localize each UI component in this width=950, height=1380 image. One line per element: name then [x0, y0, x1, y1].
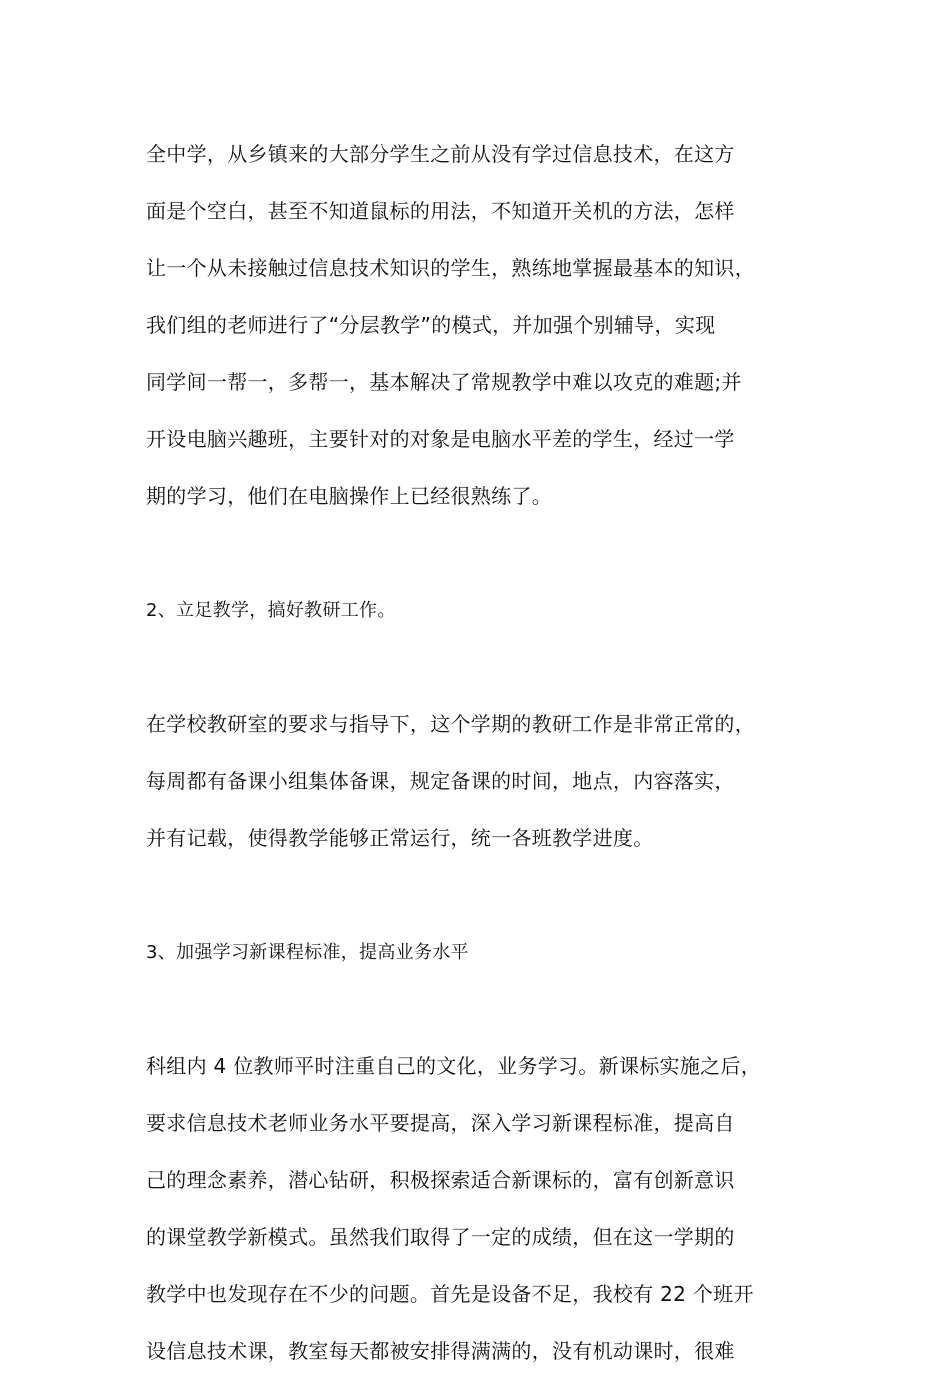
text-line: 科组内 4 位教师平时注重自己的文化，业务学习。新课标实施之后，: [146, 1054, 762, 1078]
text-line: 教学中也发现存在不少的问题。首先是设备不足，我校有 22 个班开: [146, 1282, 754, 1306]
text-line: 每周都有备课小组集体备课，规定备课的时间，地点，内容落实，: [146, 769, 735, 793]
text-line: 开设电脑兴趣班，主要针对的对象是电脑水平差的学生，经过一学: [146, 427, 735, 451]
text-line: 期的学习，他们在电脑操作上已经很熟练了。: [146, 484, 552, 508]
spacer: [146, 981, 826, 1038]
text-line: 在学校教研室的要求与指导下，这个学期的教研工作是非常正常的，: [146, 712, 755, 736]
section-heading-3: 3、加强学习新课程标准，提高业务水平: [146, 942, 469, 963]
section-heading-2: 2、立足教学，搞好教研工作。: [146, 600, 396, 621]
paragraph-3: [146, 1038, 826, 1380]
text-line: 全中学，从乡镇来的大部分学生之前从没有学过信息技术，在这方: [146, 142, 735, 166]
spacer: [146, 639, 826, 696]
paragraph-2: [146, 696, 826, 867]
text-line: 我们组的老师进行了“分层教学”的模式，并加强个别辅导，实现: [146, 313, 716, 337]
spacer: [146, 525, 826, 582]
text-line: 并有记载，使得教学能够正常运行，统一各班教学进度。: [146, 826, 654, 850]
text-line: 让一个从未接触过信息技术知识的学生，熟练地掌握最基本的知识，: [146, 256, 755, 280]
paragraph-1: [146, 126, 826, 525]
text-line: 同学间一帮一，多帮一，基本解决了常规教学中难以攻克的难题;并: [146, 370, 742, 394]
text-line: 的课堂教学新模式。虽然我们取得了一定的成绩，但在这一学期的: [146, 1225, 735, 1249]
text-line: 己的理念素养，潜心钻研，积极探索适合新课标的，富有创新意识: [146, 1168, 735, 1192]
document-body: [146, 126, 826, 1380]
text-line: 设信息技术课，教室每天都被安排得满满的，没有机动课时，很难: [146, 1339, 735, 1363]
text-line: 要求信息技术老师业务水平要提高，深入学习新课程标准，提高自: [146, 1111, 735, 1135]
text-line: 面是个空白，甚至不知道鼠标的用法，不知道开关机的方法，怎样: [146, 199, 735, 223]
spacer: [146, 867, 826, 924]
